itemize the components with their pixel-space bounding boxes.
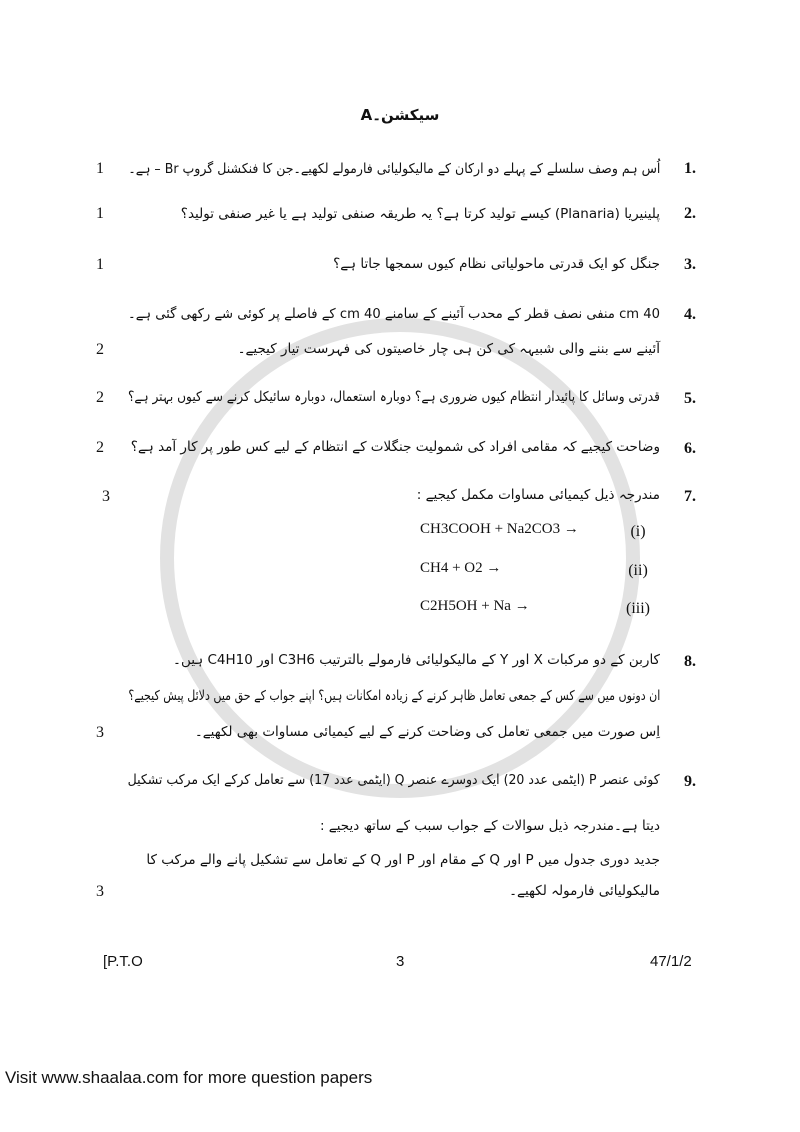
equation: CH4 + O2 → xyxy=(420,560,502,576)
question-marks: 2 xyxy=(96,389,104,406)
question-marks: 3 xyxy=(96,724,104,741)
question-text: 40 cm منفی نصف قطر کے محدب آئینے کے سامنے 40 cm کے فاصلے پر کوئی شے رکھی گئی ہے۔ xyxy=(128,306,660,322)
question-number: 7. xyxy=(684,488,696,505)
question-text-line xyxy=(128,688,660,704)
question-text: جنگل کو ایک قدرتی ماحولیاتی نظام کیوں سمجھا جاتا ہے؟ xyxy=(333,256,660,272)
question-text-line xyxy=(128,206,660,222)
question-number: 3. xyxy=(684,256,696,273)
question-text: کوئی عنصر P (ایٹمی عدد 20) ایک دوسرے عنصر Q (ایٹمی عدد 17) سے تعامل کرکے ایک مرکب تشکیل xyxy=(128,772,660,788)
question-number: 4. xyxy=(684,306,696,323)
footer-code: 47/1/2 xyxy=(650,953,692,970)
question-text-line xyxy=(128,652,660,668)
question-text: مندرجہ ذیل کیمیائی مساوات مکمل کیجیے : xyxy=(416,487,660,503)
question-text: جدید دوری جدول میں P اور Q کے مقام اور P اور Q کے تعامل سے تشکیل پانے والے مرکب کا xyxy=(146,852,660,868)
visit-link-text[interactable]: Visit www.shaalaa.com for more question papers xyxy=(5,1068,373,1087)
question-number: 1. xyxy=(684,160,696,177)
question-text-line xyxy=(128,161,660,177)
question-text: وضاحت کیجیے کہ مقامی افراد کی شمولیت جنگلات کے انتظام کے لیے کس طور پر کار آمد ہے؟ xyxy=(130,439,660,455)
question-text-line xyxy=(128,772,660,788)
question-text: دیتا ہے۔مندرجہ ذیل سوالات کے جواب سبب کے ساتھ دیجیے : xyxy=(319,818,660,834)
part-label: (ii) xyxy=(628,562,648,579)
question-number: 2. xyxy=(684,205,696,222)
question-marks: 1 xyxy=(96,256,104,273)
footer-page-number: 3 xyxy=(396,953,405,970)
question-number: 8. xyxy=(684,653,696,670)
question-number: 6. xyxy=(684,440,696,457)
question-marks: 3 xyxy=(102,488,110,505)
question-text: اِس صورت میں جمعی تعامل کی وضاحت کرنے کے لیے کیمیائی مساوات بھی لکھیے۔ xyxy=(194,724,660,740)
question-text-line xyxy=(128,487,660,503)
part-label: (i) xyxy=(630,523,646,540)
question-marks: 2 xyxy=(96,439,104,456)
question-text-line xyxy=(128,818,660,834)
question-text-line xyxy=(128,724,660,740)
question-marks: 3 xyxy=(96,883,104,900)
question-text-line xyxy=(128,852,660,868)
question-text-line xyxy=(128,883,660,899)
question-text-line xyxy=(128,256,660,272)
question-marks: 1 xyxy=(96,205,104,222)
question-text-line xyxy=(128,306,660,322)
question-text-line xyxy=(128,341,660,357)
question-text-line xyxy=(128,439,660,455)
section-title: سیکشن۔A xyxy=(360,106,440,124)
question-text: کاربن کے دو مرکبات X اور Y کے مالیکولیائی فارمولے بالترتیب C3H6 اور C4H10 ہیں۔ xyxy=(173,652,660,668)
question-number: 5. xyxy=(684,390,696,407)
equation: CH3COOH + Na2CO3 → xyxy=(420,521,579,537)
equation: C2H5OH + Na → xyxy=(420,598,530,614)
question-text: ان دونوں میں سے کس کے جمعی تعامل ظاہر کرنے کے زیادہ امکانات ہیں؟ اپنے جواب کے حق میں دلائل پیش کیجیے؟ xyxy=(128,688,660,704)
question-text: اُس ہم وصف سلسلے کے پہلے دو ارکان کے مالیکولیائی فارمولے لکھیے۔جن کا فنکشنل گروپ Br – ہے۔ xyxy=(128,161,661,177)
question-text: قدرتی وسائل کا پائیدار انتظام کیوں ضروری ہے؟ دوبارہ استعمال، دوبارہ سائیکل کرنے سے کیوں بہتر ہے؟ xyxy=(128,389,660,405)
question-text: پلینیریا (Planaria) کیسے تولید کرتا ہے؟ یہ طریقہ صنفی تولید ہے یا غیر صنفی تولید؟ xyxy=(180,206,660,222)
question-text: آئینے سے بننے والی شبیہہ کی کن ہی چار خاصیتوں کی فہرست تیار کیجیے۔ xyxy=(237,341,660,357)
question-number: 9. xyxy=(684,773,696,790)
footer-pto: [P.T.O xyxy=(103,953,143,970)
question-marks: 1 xyxy=(96,160,104,177)
question-marks: 2 xyxy=(96,341,104,358)
part-label: (iii) xyxy=(626,600,650,617)
question-text-line xyxy=(128,389,660,405)
question-text: مالیکولیائی فارمولہ لکھیے۔ xyxy=(509,883,660,899)
